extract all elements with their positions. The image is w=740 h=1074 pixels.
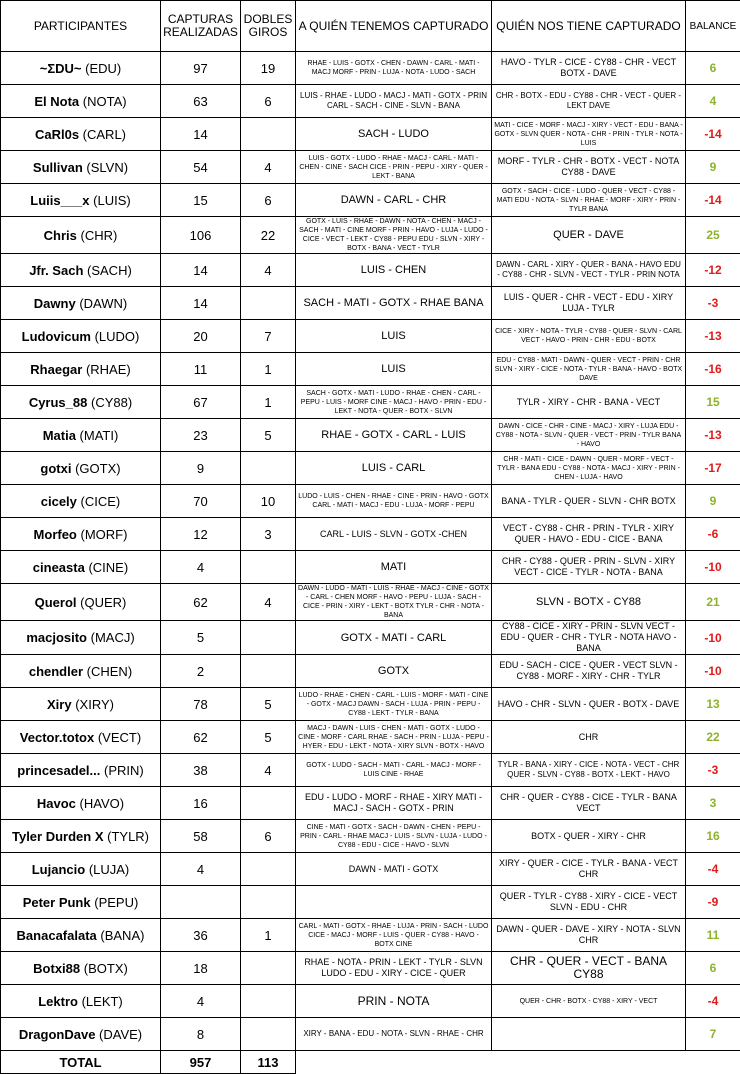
table-row [1,485,740,518]
double-cell: 6 [241,184,296,217]
double-cell: 6 [241,85,296,118]
captured-cell: LUIS - GOTX - LUDO - RHAE - MACJ - CARL - MATI - CHEN - CINE - SACH CICE - PRIN - PEPU - XIRY - QUER - LEKT - BANA [296,151,492,184]
participant-cell [1,886,161,919]
participant-code: (SACH) [87,263,132,278]
table-row [1,787,740,820]
participant-name: El Nota [34,94,79,109]
participant-cell [1,320,161,353]
double-cell: 22 [241,217,296,254]
table-row [1,754,740,787]
participant-cell [1,254,161,287]
participant-code: (PEPU) [94,895,138,910]
double-cell [241,853,296,886]
double-cell: 5 [241,688,296,721]
participant-code: (TYLR) [107,829,149,844]
balance-cell: -9 [686,886,740,919]
header-participants: PARTICIPANTES [1,1,161,52]
table-row [1,353,740,386]
participant-name: Vector.totox [20,730,94,745]
captured-cell: DAWN - CARL - CHR [296,184,492,217]
captures-cell: 97 [161,52,241,85]
participant-name: Matia [43,428,76,443]
double-cell: 4 [241,754,296,787]
table-row [1,655,740,688]
captured-cell: CARL - MATI - GOTX - RHAE - LUJA - PRIN - SACH - LUDO CICE - MACJ - MORF - LUIS - QUER - CY88 - HAVO - BOTX CINE [296,919,492,952]
participant-cell [1,287,161,320]
header-row [1,1,740,52]
participant-name: Ludovicum [22,329,91,344]
total-empty [492,1051,686,1074]
balance-cell: -17 [686,452,740,485]
captured-by-cell: HAVO - CHR - SLVN - QUER - BOTX - DAVE [492,688,686,721]
participant-code: (XIRY) [75,697,114,712]
participant-name: Dawny [34,296,76,311]
captured-by-cell: TYLR - BANA - XIRY - CICE - NOTA - VECT - CHR QUER - SLVN - CY88 - BOTX - LEKT - HAVO [492,754,686,787]
double-cell: 3 [241,518,296,551]
captures-cell: 14 [161,254,241,287]
balance-cell: 16 [686,820,740,853]
participant-cell [1,551,161,584]
balance-cell: 6 [686,52,740,85]
captures-cell: 18 [161,952,241,985]
participant-name: princesadel... [17,763,100,778]
table-row [1,952,740,985]
double-cell [241,118,296,151]
balance-cell: -13 [686,419,740,452]
double-cell [241,287,296,320]
total-empty [686,1051,740,1074]
balance-cell: -10 [686,551,740,584]
participant-cell [1,118,161,151]
participant-name: macjosito [26,630,87,645]
participant-name: Lujancio [32,862,85,877]
captured-cell: LUIS [296,353,492,386]
participant-cell [1,621,161,655]
captures-cell: 16 [161,787,241,820]
captures-cell: 54 [161,151,241,184]
balance-cell: 25 [686,217,740,254]
table-row [1,320,740,353]
participant-code: (MACJ) [91,630,135,645]
double-cell: 1 [241,919,296,952]
balance-cell: -16 [686,353,740,386]
captures-cell: 5 [161,621,241,655]
table-row [1,118,740,151]
participant-name: gotxi [40,461,71,476]
participant-code: (CHEN) [87,664,133,679]
captured-cell: MACJ - DAWN - LUIS - CHEN - MATI - GOTX - LUDO - CINE - MORF - CARL RHAE - SACH - PRIN - LUJA - PEPU - HYER - EDU - LEKT - NOTA - XIRY SLVN - BOTX - HAVO [296,721,492,754]
table-row [1,452,740,485]
captured-cell: SACH - GOTX - MATI - LUDO - RHAE - CHEN - CARL - PEPU - LUIS - MORF CINE - MACJ - HAVO - PRIN - EDU - LEKT - NOTA - QUER - BOTX - SLVN [296,386,492,419]
total-captures: 957 [161,1051,241,1074]
participant-cell [1,485,161,518]
captures-cell: 63 [161,85,241,118]
participant-code: (SLVN) [86,160,128,175]
participant-cell [1,584,161,621]
table-row [1,287,740,320]
participant-cell [1,52,161,85]
participant-name: Tyler Durden X [12,829,104,844]
participant-cell [1,151,161,184]
captures-cell: 2 [161,655,241,688]
double-cell: 7 [241,320,296,353]
participant-name: Querol [35,595,77,610]
participant-code: (LUJA) [89,862,129,877]
participant-name: Lektro [38,994,78,1009]
table-row [1,621,740,655]
captures-cell: 38 [161,754,241,787]
table-row [1,1018,740,1051]
captured-by-cell: HAVO - TYLR - CICE - CY88 - CHR - VECT BOTX - DAVE [492,52,686,85]
participant-code: (VECT) [98,730,141,745]
double-cell: 10 [241,485,296,518]
double-cell [241,985,296,1018]
participant-cell [1,721,161,754]
participant-cell [1,820,161,853]
captured-cell: LUIS - RHAE - LUDO - MACJ - MATI - GOTX - PRIN CARL - SACH - CINE - SLVN - BANA [296,85,492,118]
captured-cell: DAWN - MATI - GOTX [296,853,492,886]
captures-cell: 106 [161,217,241,254]
balance-cell: 7 [686,1018,740,1051]
double-cell: 4 [241,151,296,184]
double-cell [241,952,296,985]
participant-name: cineasta [33,560,85,575]
participant-name: CaRl0s [35,127,79,142]
table-row [1,85,740,118]
participant-code: (QUER) [80,595,126,610]
captured-by-cell: SLVN - BOTX - CY88 [492,584,686,621]
captures-cell: 70 [161,485,241,518]
double-cell [241,1018,296,1051]
captured-by-cell: CHR [492,721,686,754]
participant-code: (LUIS) [93,193,131,208]
captured-by-cell: CY88 - CICE - XIRY - PRIN - SLVN VECT - EDU - QUER - CHR - TYLR - NOTA HAVO - BANA [492,621,686,655]
double-cell [241,655,296,688]
captured-by-cell: MORF - TYLR - CHR - BOTX - VECT - NOTA CY88 - DAVE [492,151,686,184]
header-captures: CAPTURAS REALIZADAS [161,1,241,52]
captured-by-cell: DAWN - CARL - XIRY - QUER - BANA - HAVO EDU - CY88 - CHR - SLVN - VECT - TYLR - PRIN NOTA [492,254,686,287]
captured-cell: GOTX - LUIS - RHAE - DAWN - NOTA - CHEN - MACJ - SACH - MATI - CINE MORF - PRIN - HAVO - LUJA - LUDO - CICE - VECT - LEKT - CY88 - PEPU EDU - SLVN - XIRY - BOTX - BANA - VECT - TYLR [296,217,492,254]
captured-by-cell: GOTX - SACH - CICE - LUDO - QUER - VECT - CY88 - MATI EDU - NOTA - SLVN - RHAE - MORF - XIRY - PRIN - TYLR BANA [492,184,686,217]
participant-code: (BOTX) [84,961,128,976]
captures-cell: 9 [161,452,241,485]
captures-cell: 62 [161,584,241,621]
double-cell [241,787,296,820]
captured-by-cell: LUIS - QUER - CHR - VECT - EDU - XIRY LUJA - TYLR [492,287,686,320]
balance-cell: -4 [686,985,740,1018]
captured-cell: LUDO - RHAE - CHEN - CARL - LUIS - MORF - MATI - CINE - GOTX - MACJ DAWN - SACH - LUJA - PRIN - PEPU - CY88 - LEKT - TYLR - BANA [296,688,492,721]
double-cell [241,551,296,584]
captures-cell: 15 [161,184,241,217]
captured-by-cell: BANA - TYLR - QUER - SLVN - CHR BOTX [492,485,686,518]
captured-by-cell: EDU - SACH - CICE - QUER - VECT SLVN - CY88 - MORF - XIRY - CHR - TYLR [492,655,686,688]
table-body [1,52,740,1051]
captures-cell: 8 [161,1018,241,1051]
table-row [1,419,740,452]
participant-code: (RHAE) [86,362,131,377]
captured-by-cell: XIRY - QUER - CICE - TYLR - BANA - VECT CHR [492,853,686,886]
participant-name: Luiis___x [30,193,89,208]
table-row [1,518,740,551]
captured-cell: LUIS [296,320,492,353]
participant-cell [1,1018,161,1051]
participant-name: Jfr. Sach [29,263,83,278]
total-empty [296,1051,492,1074]
table-row [1,886,740,919]
participant-code: (NOTA) [83,94,127,109]
participant-name: chendler [29,664,83,679]
captured-by-cell: QUER - DAVE [492,217,686,254]
participant-code: (PRIN) [104,763,144,778]
table-row [1,551,740,584]
captured-by-cell: DAWN - CICE - CHR - CINE - MACJ - XIRY - LUJA EDU - CY88 - NOTA - SLVN - QUER - VECT - PRIN - TYLR BANA - HAVO [492,419,686,452]
captured-cell: CARL - LUIS - SLVN - GOTX -CHEN [296,518,492,551]
captures-cell: 14 [161,287,241,320]
balance-cell: 11 [686,919,740,952]
captures-cell: 36 [161,919,241,952]
double-cell: 4 [241,584,296,621]
double-cell: 1 [241,353,296,386]
participant-name: Xiry [47,697,72,712]
participant-cell [1,217,161,254]
double-cell: 4 [241,254,296,287]
captured-cell: EDU - LUDO - MORF - RHAE - XIRY MATI - MACJ - SACH - GOTX - PRIN [296,787,492,820]
participant-name: Botxi88 [33,961,80,976]
balance-cell: 6 [686,952,740,985]
participant-code: (CINE) [88,560,128,575]
captured-by-cell [492,1018,686,1051]
balance-cell: -14 [686,118,740,151]
balance-cell: 15 [686,386,740,419]
captured-by-cell: MATI - CICE - MORF - MACJ - XIRY - VECT - EDU - BANA - GOTX - SLVN QUER - NOTA - CHR - PRIN - TYLR - NOTA - LUIS [492,118,686,151]
balance-cell: -14 [686,184,740,217]
participant-code: (EDU) [85,61,121,76]
participant-cell [1,655,161,688]
total-double: 113 [241,1051,296,1074]
header-balance: BALANCE [686,1,740,52]
table-row [1,688,740,721]
participant-name: Havoc [37,796,76,811]
captures-cell: 11 [161,353,241,386]
captured-by-cell: CHR - CY88 - QUER - PRIN - SLVN - XIRY VECT - CICE - TYLR - NOTA - BANA [492,551,686,584]
balance-cell: -13 [686,320,740,353]
participant-code: (CY88) [91,395,132,410]
participant-code: (BANA) [100,928,144,943]
participant-name: Morfeo [34,527,77,542]
captures-cell: 78 [161,688,241,721]
participant-code: (DAVE) [99,1027,142,1042]
table-row [1,151,740,184]
captures-cell: 12 [161,518,241,551]
participant-cell [1,688,161,721]
total-label: TOTAL [1,1051,161,1074]
participant-cell [1,853,161,886]
table-row [1,853,740,886]
participant-cell [1,952,161,985]
captures-cell: 20 [161,320,241,353]
double-cell: 1 [241,386,296,419]
table-row [1,721,740,754]
captured-by-cell: CHR - BOTX - EDU - CY88 - CHR - VECT - QUER - LEKT DAVE [492,85,686,118]
participant-cell [1,386,161,419]
participant-cell [1,787,161,820]
participant-name: cicely [41,494,77,509]
captured-by-cell: TYLR - XIRY - CHR - BANA - VECT [492,386,686,419]
participant-code: (HAVO) [80,796,125,811]
participant-cell [1,985,161,1018]
participant-name: Banacafalata [17,928,97,943]
captured-cell: LUDO - LUIS - CHEN - RHAE - CINE - PRIN - HAVO - GOTX CARL - MATI - MACJ - EDU - LUJA - MORF - PEPU [296,485,492,518]
participant-cell [1,184,161,217]
balance-cell: -6 [686,518,740,551]
participant-cell [1,754,161,787]
double-cell [241,886,296,919]
captured-by-cell: CHR - MATI - CICE - DAWN - QUER - MORF - VECT - TYLR - BANA EDU - CY88 - NOTA - MACJ - XIRY - PRIN - CHEN - LUJA - HAVO [492,452,686,485]
captured-by-cell: CHR - QUER - CY88 - CICE - TYLR - BANA VECT [492,787,686,820]
participant-code: (DAWN) [79,296,127,311]
captures-cell [161,886,241,919]
participant-name: Chris [44,228,77,243]
balance-cell: -4 [686,853,740,886]
captured-cell: PRIN - NOTA [296,985,492,1018]
balance-cell: 3 [686,787,740,820]
balance-cell: 9 [686,485,740,518]
captured-by-cell: QUER - TYLR - CY88 - XIRY - CICE - VECT SLVN - EDU - CHR [492,886,686,919]
captured-cell [296,886,492,919]
double-cell: 5 [241,419,296,452]
captured-cell: GOTX [296,655,492,688]
table-row [1,184,740,217]
captured-by-cell: EDU - CY88 - MATI - DAWN - QUER - VECT - PRIN - CHR SLVN - XIRY - CICE - NOTA - TYLR - BANA - HAVO - BOTX DAVE [492,353,686,386]
header-captured-by: QUIÉN NOS TIENE CAPTURADO [492,1,686,52]
captured-cell: DAWN - LUDO - MATI - LUIS - RHAE - MACJ - CINE - GOTX - CARL - CHEN MORF - HAVO - PEPU - LUJA - SACH - CICE - PRIN - XIRY - LEKT - BOTX TYLR - CHR - NOTA - BANA [296,584,492,621]
captured-cell: LUIS - CARL [296,452,492,485]
balance-cell: -10 [686,621,740,655]
participant-name: ~ΣDU~ [40,61,82,76]
double-cell: 19 [241,52,296,85]
participant-name: Rhaegar [30,362,82,377]
total-row [1,1051,740,1074]
double-cell [241,621,296,655]
captures-cell: 4 [161,985,241,1018]
captured-cell: LUIS - CHEN [296,254,492,287]
captured-by-cell: BOTX - QUER - XIRY - CHR [492,820,686,853]
double-cell: 5 [241,721,296,754]
captured-cell: SACH - LUDO [296,118,492,151]
balance-cell: 22 [686,721,740,754]
captured-by-cell: DAWN - QUER - DAVE - XIRY - NOTA - SLVN CHR [492,919,686,952]
table-row [1,217,740,254]
header-captured: A QUIÉN TENEMOS CAPTURADO [296,1,492,52]
captured-by-cell: CHR - QUER - VECT - BANA CY88 [492,952,686,985]
double-cell: 6 [241,820,296,853]
balance-cell: 13 [686,688,740,721]
balance-cell: -10 [686,655,740,688]
table-row [1,52,740,85]
captures-cell: 62 [161,721,241,754]
captures-cell: 4 [161,853,241,886]
table-row [1,985,740,1018]
captures-cell: 14 [161,118,241,151]
balance-cell: -3 [686,287,740,320]
participant-cell [1,419,161,452]
participant-cell [1,353,161,386]
captures-cell: 4 [161,551,241,584]
balance-cell: 4 [686,85,740,118]
participant-code: (CHR) [81,228,118,243]
table-row [1,254,740,287]
table-row [1,386,740,419]
table-row [1,584,740,621]
participant-code: (GOTX) [75,461,121,476]
captures-cell: 67 [161,386,241,419]
captured-cell: RHAE - GOTX - CARL - LUIS [296,419,492,452]
captured-cell: RHAE - LUIS - GOTX - CHEN - DAWN - CARL - MATI - MACJ MORF - PRIN - LUJA - NOTA - LUDO - SACH [296,52,492,85]
participant-code: (CARL) [83,127,126,142]
participant-cell [1,85,161,118]
captures-cell: 23 [161,419,241,452]
participant-code: (LUDO) [95,329,140,344]
captured-cell: XIRY - BANA - EDU - NOTA - SLVN - RHAE - CHR [296,1018,492,1051]
captured-cell: MATI [296,551,492,584]
participant-name: Cyrus_88 [29,395,88,410]
captured-cell: RHAE - NOTA - PRIN - LEKT - TYLR - SLVN LUDO - EDU - XIRY - CICE - QUER [296,952,492,985]
header-double: DOBLES GIROS [241,1,296,52]
balance-cell: 9 [686,151,740,184]
participant-cell [1,518,161,551]
balance-cell: -3 [686,754,740,787]
participant-code: (MORF) [81,527,128,542]
captured-cell: GOTX - LUDO - SACH - MATI - CARL - MACJ - MORF - LUIS CINE - RHAE [296,754,492,787]
participant-code: (MATI) [80,428,119,443]
captured-cell: CINE - MATI - GOTX - SACH - DAWN - CHEN - PEPU - PRIN - CARL - RHAE MACJ - LUIS - SLVN - LUJA - LUDO - CY88 - EDU - CICE - HAVO - SLVN [296,820,492,853]
captured-by-cell: VECT - CY88 - CHR - PRIN - TYLR - XIRY QUER - HAVO - EDU - CICE - BANA [492,518,686,551]
participant-name: Peter Punk [23,895,91,910]
participant-name: DragonDave [19,1027,96,1042]
table-row [1,919,740,952]
captured-by-cell: QUER - CHR - BOTX - CY88 - XIRY - VECT [492,985,686,1018]
table-row [1,820,740,853]
participant-cell [1,452,161,485]
captured-cell: SACH - MATI - GOTX - RHAE BANA [296,287,492,320]
balance-cell: 21 [686,584,740,621]
captured-by-cell: CICE - XIRY - NOTA - TYLR - CY88 - QUER - SLVN - CARL VECT - HAVO - PRIN - CHR - EDU - BOTX [492,320,686,353]
participant-code: (CICE) [81,494,121,509]
double-cell [241,452,296,485]
participant-cell [1,919,161,952]
balance-cell: -12 [686,254,740,287]
captures-cell: 58 [161,820,241,853]
captured-cell: GOTX - MATI - CARL [296,621,492,655]
participant-name: Sullivan [33,160,83,175]
participant-code: (LEKT) [82,994,123,1009]
